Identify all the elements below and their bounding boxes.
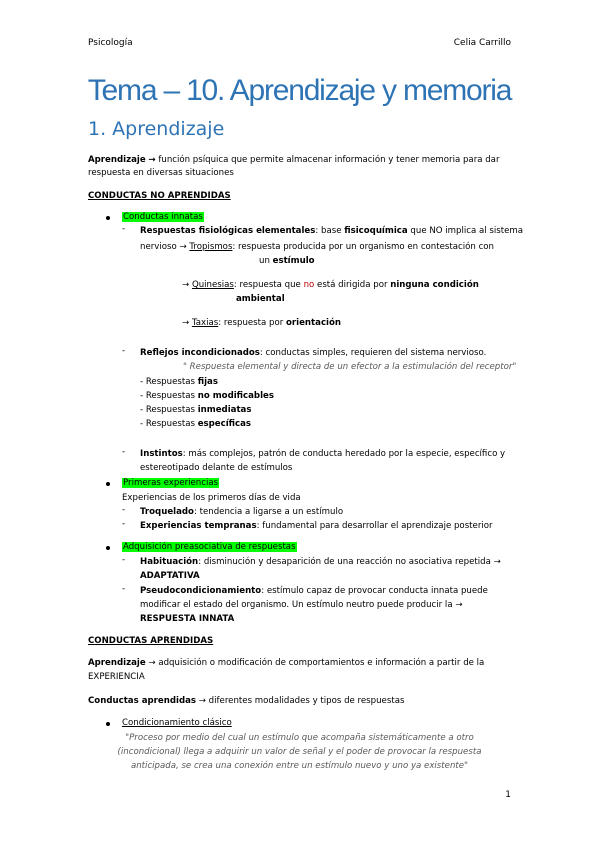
- dash-icon: -: [122, 346, 126, 356]
- instintos-line-2: estereotipado delante de estímulos: [140, 463, 293, 473]
- habituacion-text: : disminución y desaparición de una reacción no asociativa repetida →: [198, 557, 501, 567]
- dash-icon: -: [122, 505, 126, 515]
- conductas-aprendidas-text: → diferentes modalidades y tipos de respuestas: [196, 696, 405, 706]
- rfe-l3a: un: [259, 256, 273, 266]
- primeras-sub: Experiencias de los primeros días de vida: [122, 493, 301, 503]
- respuesta-no-modificables: [140, 389, 274, 403]
- clasico-quote-1: "Proceso por medio del cual un estímulo que acompaña sistemáticamente a otro: [125, 733, 474, 743]
- aprendizaje-2-text: → adquisición o modificación de comportamientos e información a partir de la: [145, 658, 485, 668]
- r4b: específicas: [197, 419, 252, 429]
- dash-icon: -: [122, 555, 126, 565]
- quin-bold: ninguna condición: [390, 280, 479, 290]
- tempranas-text: : fundamental para desarrollar el aprendizaje posterior: [256, 521, 493, 531]
- r2b: no modificables: [197, 391, 274, 401]
- taxias-term: Taxias: [191, 318, 219, 328]
- header-left: Psicología: [88, 38, 133, 48]
- troquelado-term: Troquelado: [140, 507, 194, 517]
- section-heading: 1. Aprendizaje: [88, 118, 225, 140]
- label-innatas: [122, 210, 204, 224]
- label-primeras: [122, 476, 219, 490]
- rfe-line-3: [259, 254, 315, 268]
- arrow-icon: →: [182, 280, 192, 290]
- quinesias-line-2: ambiental: [236, 294, 285, 304]
- bullet-icon: [106, 482, 110, 486]
- dash-icon: -: [122, 519, 126, 529]
- bullet-icon: [106, 722, 110, 726]
- quin-text-2: está dirigida por: [314, 280, 391, 290]
- label-clasico: Condicionamiento clásico: [122, 718, 232, 728]
- dash-icon: -: [122, 224, 126, 234]
- habituacion-line-1: [140, 555, 501, 569]
- intro-term: Aprendizaje: [88, 155, 146, 165]
- reflejos-text: : conductas simples, requieren del sistema nervioso.: [259, 348, 487, 358]
- intro-text: función psíquica que permite almacenar información y tener memoria para dar: [155, 155, 500, 165]
- clasico-quote-2: (incondicional) llega a adquirir un valor de señal y el poder de provocar la respuesta: [117, 747, 482, 757]
- clasico-quote-3: anticipada, se crea una conexión entre un estímulo nuevo y uno ya existente": [130, 761, 469, 771]
- instintos-term: Instintos: [140, 449, 183, 459]
- arrow-icon: →: [182, 318, 192, 328]
- aprendizaje-2-line-1: [88, 656, 484, 670]
- quinesias-line-1: [182, 278, 479, 292]
- dash-icon: -: [122, 447, 126, 457]
- quin-no: no: [303, 280, 315, 290]
- header-right: Celia Carrillo: [453, 38, 511, 48]
- instintos-text: : más complejos, patrón de conducta heredado por la especie, específico y: [182, 449, 506, 459]
- r1a: - Respuestas: [140, 377, 198, 387]
- rfe-l2a: nervioso →: [140, 242, 190, 252]
- highlight-innatas: Conductas innatas: [123, 212, 203, 222]
- r4a: - Respuestas: [140, 419, 198, 429]
- page-title: Tema – 10. Aprendizaje y memoria: [87, 74, 512, 107]
- r1b: fijas: [197, 377, 218, 387]
- r3a: - Respuestas: [140, 405, 198, 415]
- conductas-aprendidas-line: [88, 694, 404, 708]
- bullet-icon: [106, 546, 110, 550]
- rfe-l3b: estímulo: [272, 256, 315, 266]
- tempranas-term: Experiencias tempranas: [140, 521, 257, 531]
- highlight-preasociativa: Adquisición preasociativa de respuestas: [123, 542, 296, 552]
- rfe-term: Respuestas fisiológicas elementales: [140, 226, 316, 236]
- quin-text: : respuesta que: [233, 280, 304, 290]
- rfe-bold: fisicoquímica: [344, 226, 408, 236]
- highlight-primeras: Primeras experiencias: [123, 478, 219, 488]
- aprendizaje-2-term: Aprendizaje: [88, 658, 146, 668]
- pseudo-text: : estímulo capaz de provocar conducta innata puede: [261, 586, 488, 596]
- pseudo-line-3: RESPUESTA INNATA: [140, 614, 235, 624]
- label-preasociativa: [122, 540, 297, 554]
- respuesta-fijas: [140, 375, 218, 389]
- heading-aprendidas: CONDUCTAS APRENDIDAS: [88, 636, 214, 646]
- reflejos-term: Reflejos incondicionados: [140, 348, 260, 358]
- rfe-text-2: que NO implica al sistema: [407, 226, 523, 236]
- tropismos-term: Tropismos: [189, 242, 233, 252]
- troquelado-line: [140, 505, 343, 519]
- pseudo-line-1: [140, 584, 488, 598]
- heading-no-aprendidas: CONDUCTAS NO APRENDIDAS: [88, 191, 231, 201]
- rfe-line-1: [140, 224, 523, 238]
- rfe-text: : base: [315, 226, 345, 236]
- reflejos-quote: " Respuesta elemental y directa de un efector a la estimulación del receptor": [183, 362, 517, 372]
- reflejos-line: [140, 346, 486, 360]
- intro-line-2: respuesta en diversas situaciones: [88, 168, 234, 178]
- bullet-icon: [106, 216, 110, 220]
- quinesias-term: Quinesias: [191, 280, 234, 290]
- instintos-line-1: [140, 447, 505, 461]
- taxias-text: : respuesta por: [218, 318, 286, 328]
- aprendizaje-2-line-2: EXPERIENCIA: [88, 672, 145, 682]
- respuesta-especificas: [140, 417, 251, 431]
- troquelado-text: : tendencia a ligarse a un estímulo: [193, 507, 344, 517]
- pseudo-term: Pseudocondicionamiento: [140, 586, 262, 596]
- r3b: inmediatas: [197, 405, 252, 415]
- conductas-aprendidas-term: Conductas aprendidas: [88, 696, 197, 706]
- r2a: - Respuestas: [140, 391, 198, 401]
- habituacion-line-2: ADAPTATIVA: [140, 571, 200, 581]
- habituacion-term: Habituación: [140, 557, 199, 567]
- respuesta-inmediatas: [140, 403, 251, 417]
- tempranas-line: [140, 519, 493, 533]
- taxias-bold: orientación: [286, 318, 342, 328]
- rfe-line-2: [140, 240, 494, 254]
- rfe-l2b: : respuesta producida por un organismo en contestación con: [232, 242, 494, 252]
- dash-icon: -: [122, 584, 126, 594]
- page-number: 1: [505, 790, 511, 800]
- arrow-icon: →: [148, 155, 156, 165]
- taxias-line: [182, 316, 341, 330]
- pseudo-line-2: modificar el estado del organismo. Un estímulo neutro puede producir la →: [140, 600, 463, 610]
- intro-line-1: [88, 153, 500, 167]
